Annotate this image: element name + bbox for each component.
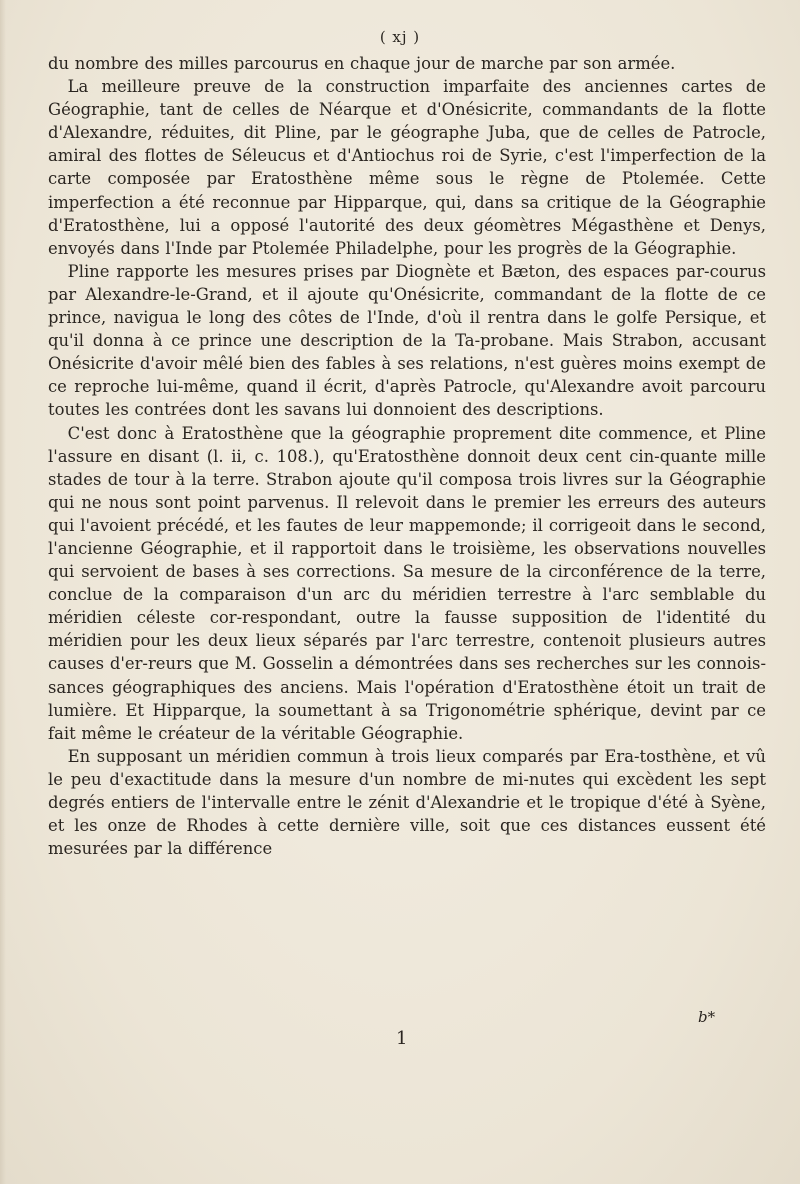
page-number: ( xj )	[379, 28, 421, 46]
paragraph-4: C'est donc à Eratosthène que la géographie proprement dite commence, et Pline l'assure en disant (l. ii, c. 108.), qu'Eratosthène donnoit deux cent cin-quante mille stades de tour à la terre. Strabon ajoute qu'il composa trois livres sur la Géographie qui ne nous sont point parvenus. Il relevoit dans le premier les erreurs des auteurs qui l'avoient précédé, et les fautes de leur mappemonde; il corrigeoit dans le second, l'ancienne Géographie, et il rapportoit dans le troisième, les observations nouvelles qui servoient de bases à ses corrections. Sa mesure de la circonférence de la terre, conclue de la comparaison d'un arc du méridien terrestre à l'arc semblable du méridien céleste cor-respondant, outre la fausse supposition de l'identité du méridien pour les deux lieux séparés par l'arc terrestre, contenoit plusieurs autres causes d'er-reurs que M. Gosselin a démontrées dans ses recherches sur les connois-sances géographiques des anciens. Mais l'opération d'Eratosthène étoit un trait de lumière. Et Hipparque, la soumettant à sa Trigonométrie sphérique, devint par ce fait même le créateur de la véritable Géographie.	[48, 423, 766, 743]
paragraph-3: Pline rapporte les mesures prises par Diognète et Bæton, des espaces par-courus par Alexandre-le-Grand, et il ajoute qu'Onésicrite, commandant de la flotte de ce prince, navigua le long des côtes de l'Inde, d'où il rentra dans le golfe Persique, et qu'il donna à ce prince une description de la Ta-probane. Mais Strabon, accusant Onésicrite d'avoir mêlé bien des fables à ses relations, n'est guères moins exempt de ce reproche lui-même, quand il écrit, d'après Patrocle, qu'Alexandre avoit parcouru toutes les contrées dont les savans lui donnoient des descriptions.	[48, 261, 766, 420]
stray-mark: 1	[396, 1028, 408, 1049]
page-edge-shadow	[0, 0, 6, 1184]
body-text	[48, 52, 766, 860]
paragraph-5: En supposant un méridien commun à trois lieux comparés par Era-tosthène, et vû le peu d'exactitude dans la mesure d'un nombre de mi-nutes qui excèdent les sept degrés entiers de l'intervalle entre le zénit d'Alexandrie et le tropique d'été à Syène, et les onze de Rhodes à cette dernière ville, soit que ces distances eussent été mesurées par la différence	[48, 746, 766, 859]
paragraph-1: du nombre des milles parcourus en chaque jour de marche par son armée.	[48, 54, 676, 73]
signature-mark: b*	[698, 1008, 716, 1026]
paragraph-2: La meilleure preuve de la construction imparfaite des anciennes cartes de Géographie, tant de celles de Néarque et d'Onésicrite, commandants de la flotte d'Alexandre, réduites, dit Pline, par le géographe Juba, que de celles de Patrocle, amiral des flottes de Séleucus et d'Antiochus roi de Syrie, c'est l'imperfection de la carte composée par Eratosthène même sous le règne de Ptolemée. Cette imperfection a été reconnue par Hipparque, qui, dans sa critique de la Géographie d'Eratosthène, lui a opposé l'autorité des deux géomètres Mégasthène et Denys, envoyés dans l'Inde par Ptolemée Philadelphe, pour les progrès de la Géographie.	[48, 77, 766, 258]
